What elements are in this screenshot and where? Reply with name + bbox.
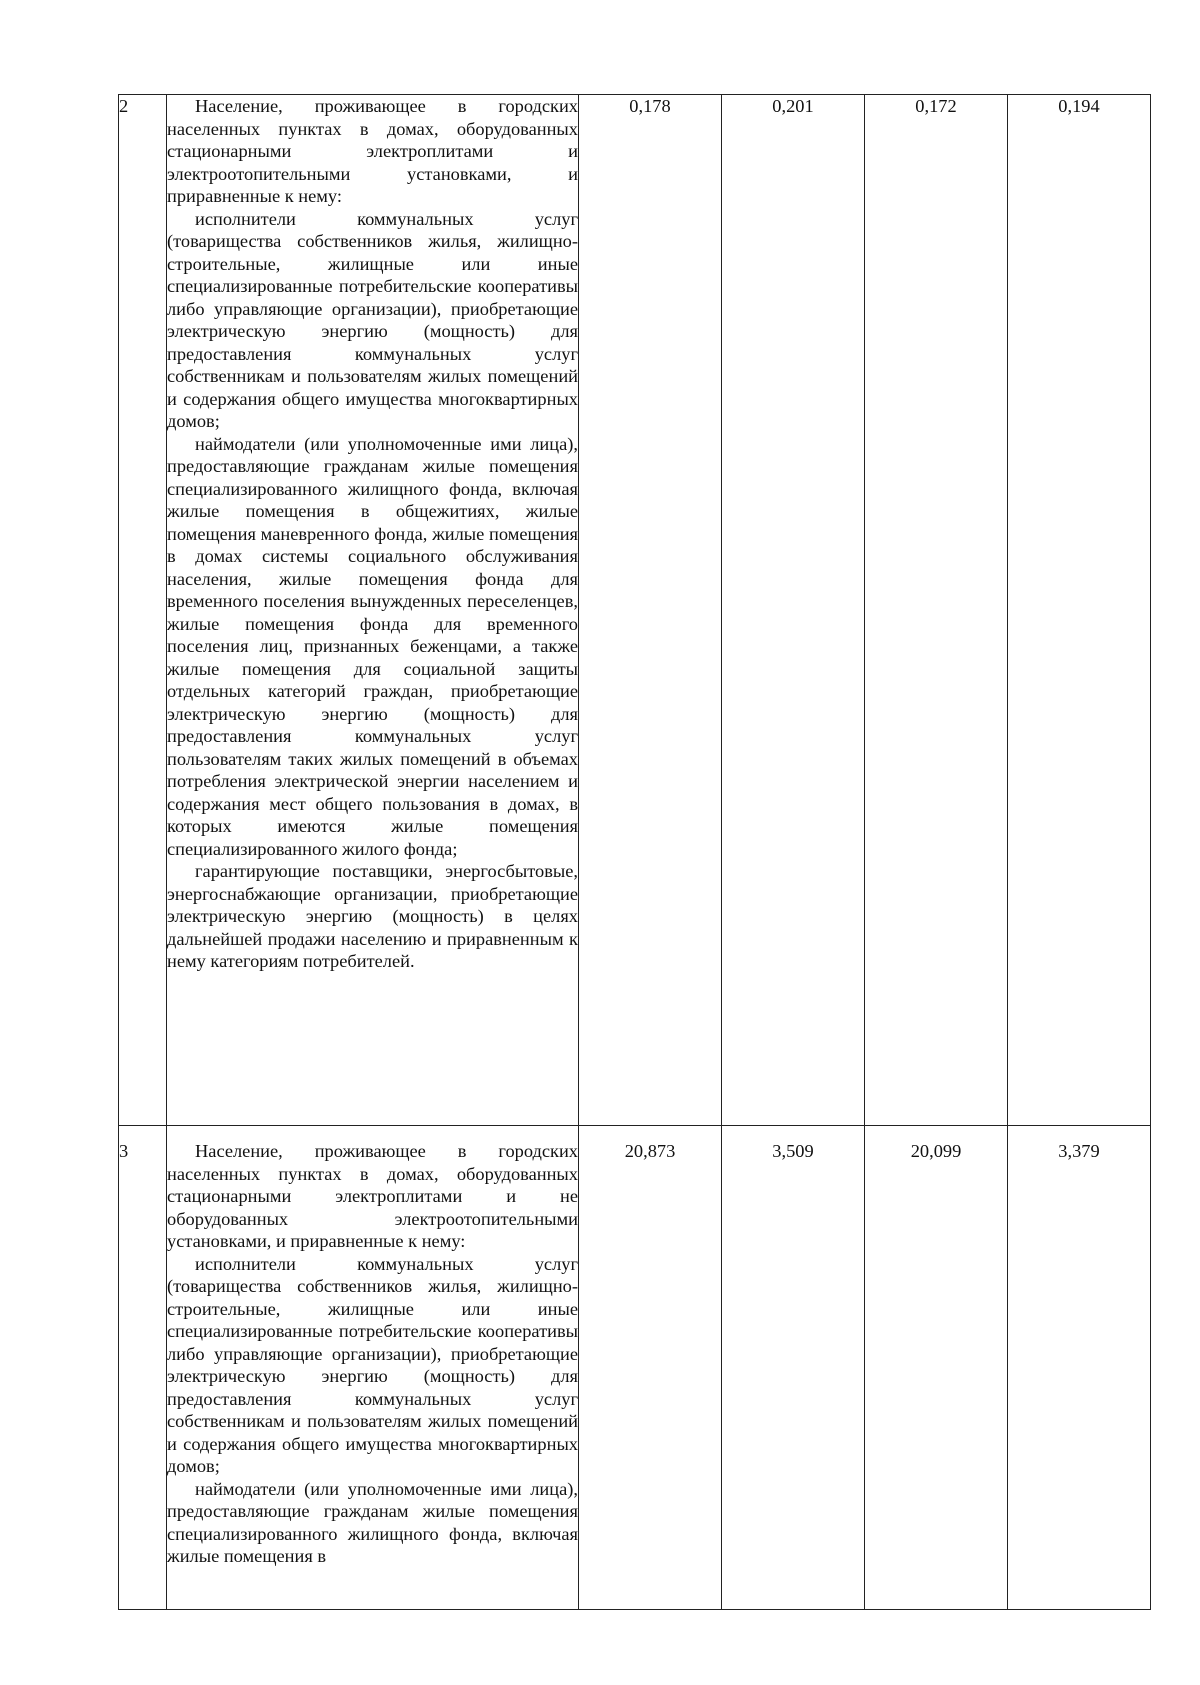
row-description <box>167 1126 579 1610</box>
paragraph: наймодатели (или уполномоченные ими лица), предоставляющие гражданам жилые помещения специализированного жилищного фонда, включая жилые помещения в <box>167 1478 578 1566</box>
value-cell: 3,509 <box>722 1126 865 1610</box>
row-number: 3 <box>119 1126 167 1610</box>
table-row <box>119 1126 1151 1610</box>
tariff-table <box>118 94 1151 1610</box>
paragraph: исполнители коммунальных услуг (товарищества собственников жилья, жилищно-строительные, жилищные или иные специализированные потребительские кооперативы либо управляющие организации), приобретающие электрическую энергию (мощность) для предоставления коммунальных услуг собственникам и пользователям жилых помещений и содержания общего имущества многоквартирных домов; <box>167 1253 578 1476</box>
table-row <box>119 95 1151 1126</box>
value-cell: 0,194 <box>1008 95 1151 1126</box>
value-cell: 0,201 <box>722 95 865 1126</box>
row-description <box>167 95 579 1126</box>
value-cell: 0,178 <box>579 95 722 1126</box>
paragraph: Население, проживающее в городских населенных пунктах в домах, оборудованных стационарными электроплитами и электроотопительными установками, и приравненные к нему: <box>167 96 578 206</box>
row-number: 2 <box>119 95 167 1126</box>
value-cell: 3,379 <box>1008 1126 1151 1610</box>
description-clip <box>167 1140 578 1595</box>
paragraph: гарантирующие поставщики, энергосбытовые, энергоснабжающие организации, приобретающие электрическую энергию (мощность) в целях дальнейшей продажи населению и приравненным к нему категориям потребителей. <box>167 861 578 971</box>
paragraph: наймодатели (или уполномоченные ими лица), предоставляющие гражданам жилые помещения специализированного жилищного фонда, включая жилые помещения в общежитиях, жилые помещения маневренного фонда, жилые помещения в домах системы социального обслуживания населения, жилые помещения фонда для временного поселения вынужденных переселенцев, жилые помещения фонда для временного поселения лиц, признанных беженцами, а также жилые помещения для социальной защиты отдельных категорий граждан, приобретающие электрическую энергию (мощность) для предоставления коммунальных услуг пользователям таких жилых помещений в объемах потребления электрической энергии населением и содержания мест общего пользования в домах, в которых имеются жилые помещения специализированного жилого фонда; <box>167 433 578 859</box>
value-cell: 0,172 <box>865 95 1008 1126</box>
paragraph: исполнители коммунальных услуг (товарищества собственников жилья, жилищно-строительные, жилищные или иные специализированные потребительские кооперативы либо управляющие организации), приобретающие электрическую энергию (мощность) для предоставления коммунальных услуг собственникам и пользователям жилых помещений и содержания общего имущества многоквартирных домов; <box>167 208 578 431</box>
paragraph: Население, проживающее в городских населенных пунктах в домах, оборудованных стационарными электроплитами и не оборудованных электроотопительными установками, и приравненные к нему: <box>167 1141 578 1251</box>
value-cell: 20,873 <box>579 1126 722 1610</box>
value-cell: 20,099 <box>865 1126 1008 1610</box>
